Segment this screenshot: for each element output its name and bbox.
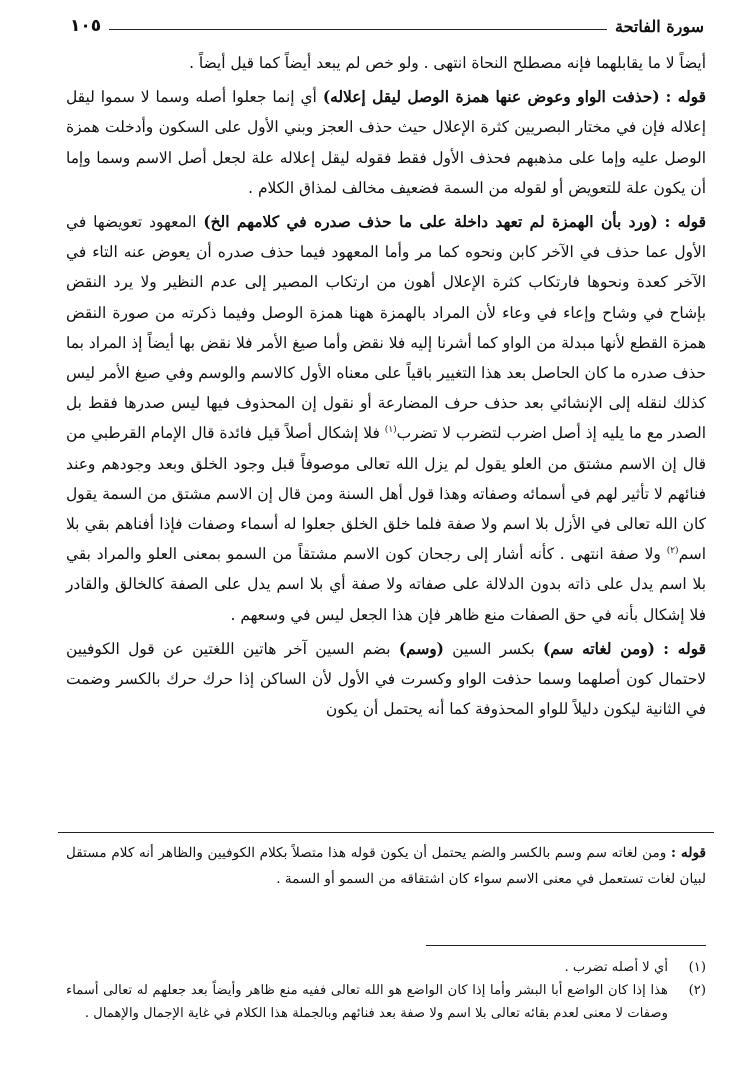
paragraph (66, 634, 706, 725)
commentary-text: بضم السين آخر هاتين اللغتين عن قول الكوفيين لاحتمال كون أصلهما وسما حذفت الواو وكسرت في الأول لأن الساكن إذا حرك حرك بالكسر وضمت في الثانية ليكون دليلاً للواو المحذوفة كما أنه يحتمل أن يكون (66, 639, 706, 719)
footnote-divider (426, 945, 706, 946)
qawluhu-label: قوله : (664, 213, 706, 232)
section-divider (58, 832, 714, 833)
footnote (66, 956, 706, 979)
qawluhu-label: قوله : (670, 845, 706, 861)
surah-title: سورة الفاتحة (615, 17, 704, 36)
commentary-text: أي إنما جعلوا أصله وسما لا سموا ليقل إعلاله فإن في مختار البصريين كثرة الإعلال حيث حذف العجز وبني الأول على السكون وأدخلت همزة الوصل عليه وإما على مذهبهم فحذف الأول فقط فقوله ليقل إعلاله علة لجعل أصل الاسم وسما وإما أن يكون علة للتعويض أو لقوله من السمة فضعيف مخالف لمذاق الكلام . (66, 88, 706, 197)
commentary-text: بكسر السين (452, 639, 535, 658)
footnote-ref: (١) (384, 425, 397, 436)
quoted-phrase: (حذفت الواو وعوض عنها همزة الوصل ليقل إعلاله) (322, 88, 660, 107)
commentary-text: ولا صفة انتهى . كأنه أشار إلى رجحان كون الاسم مشتقاً من السمو بمعنى العلو والمراد بقي بلا اسم يدل على ذاته بدون الدلالة على صفاته ولا صفة أي بلا اسم يدل على الصفة كالخالق والقادر فلا إشكال بأنه في حق الصفات منع ظاهر فإن هذا الجعل ليس في وسعهم . (66, 545, 706, 624)
qawluhu-label: قوله : (665, 88, 706, 107)
footnote-text: هذا إذا كان الواضع أبا البشر وأما إذا كان الواضع هو الله تعالى ففيه منع ظاهر وأيضاً بعد جعلهم له تعالى أسماء وصفات لا معنى لعدم بقائه تعالى بلا اسم ولا صفة بعد فنائهم وبالجملة هذا الكلام في غاية الإجمال والإهمال . (66, 983, 668, 1021)
note-text: ومن لغاته سم وسم بالكسر والضم يحتمل أن يكون قوله هذا متصلاً بكلام الكوفيين والظاهر أنه كلام مستقل لبيان لغات تستعمل في معنى الاسم سواء كان اشتقاقه من السمو أو السمة . (66, 845, 706, 887)
marginal-note (66, 840, 706, 892)
footnotes (66, 956, 706, 1025)
footnote-number: (٢) (688, 983, 706, 998)
paragraph: أيضاً لا ما يقابلهما فإنه مصطلح النحاة انتهى . ولو خص لم يبعد أيضاً كما قيل أيضاً . (189, 54, 706, 72)
footnote (66, 979, 706, 1025)
footnote-number: (١) (688, 960, 706, 975)
quoted-phrase: (ورد بأن الهمزة لم تعهد داخلة على ما حذف صدره في كلامهم الخ) (203, 213, 658, 232)
header-rule (109, 29, 607, 30)
paragraph (66, 82, 706, 203)
quoted-phrase: (ومن لغاته سم) (542, 639, 655, 658)
commentary-text: المعهود تعويضها في الأول عما حذف في الآخر كابن ونحوه كما مر وأما المعهود فيما حذف صدره أن يعوض عنه التاء في الآخر كعدة ونحوها فارتكاب كثرة الإعلال أهون من ارتكاب المصير إلى عدم النظير ولا يرد النقض بإشاح في وشاح وإعاء في وعاء لأن المراد بالهمزة ههنا همزة الوصل وفيما ذكرته من صورة النقض همزة القطع لأنها مبدلة من الواو كما أشرنا إليه فلا نقض وأما صيغ الأمر فلا نقض بها أيضاً إذ المراد بما حذف صدره ما كان الحاصل بعد هذا التغيير باقياً على معناه الأول كالاسم والوسم وفي صيغ الأمر ليس كذلك لنقله إلى الإنشائي بعد حذف حرف المضارعة أو نقول إن المحذوف فيها ليس صدرها فقط بل الصدر مع ما يليه إذ أصل اضرب لتضرب لا تضرب (66, 213, 707, 443)
commentary-text: فلا إشكال أصلاً قيل فائدة قال الإمام القرطبي من قال إن الاسم مشتق من العلو يقول لم يزل الله تعالى موصوفاً قبل وجود الخلق وبعد وجودهم وعند فنائهم لا تأثير لهم في أسمائه وصفاته وهذا قول أهل السنة ومن قال إن الاسم مشتق من السمة يقول كان الله تعالى في الأزل بلا اسم ولا صفة فلما خلق الخلق جعلوا له أسماء وصفات فإذا أفناهم بقي بلا اسم (66, 424, 706, 564)
main-text (66, 48, 706, 728)
footnote-ref: (٢) (666, 546, 679, 557)
quoted-phrase: (وسم) (398, 639, 444, 658)
paragraph (66, 207, 706, 630)
footnote-text: أي لا أصله تضرب . (564, 960, 668, 975)
page-header (70, 8, 704, 36)
page-number: ١٠٥ (70, 16, 102, 36)
qawluhu-label: قوله : (663, 639, 706, 658)
